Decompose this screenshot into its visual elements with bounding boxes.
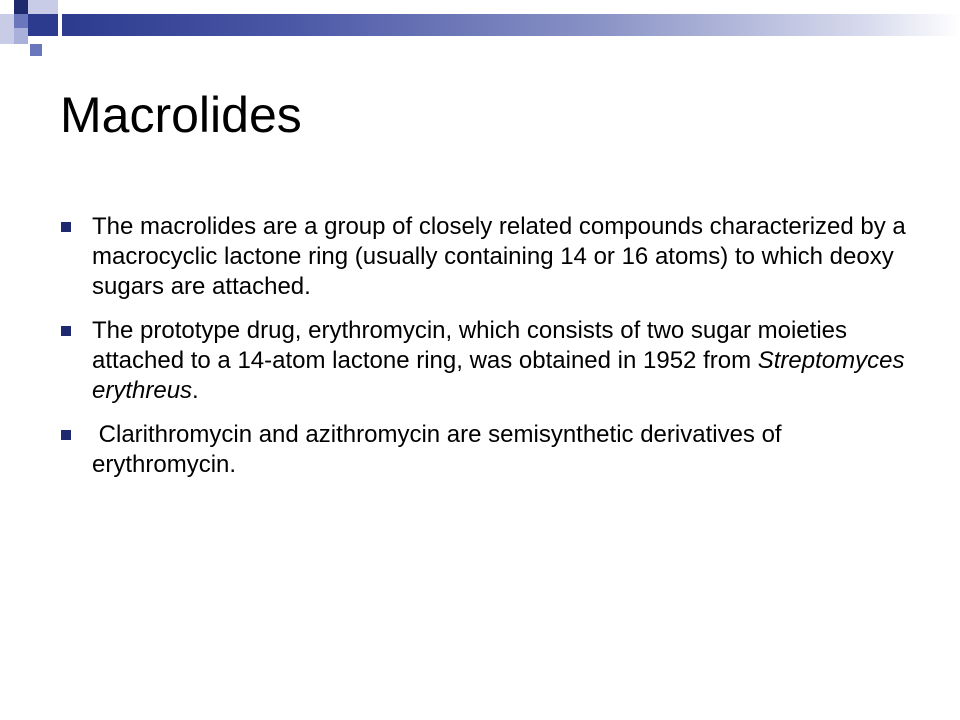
header-gradient-bar (62, 14, 960, 36)
bullet-list (60, 212, 910, 480)
square-bullet-icon (61, 222, 71, 232)
slide-title: Macrolides (60, 87, 302, 143)
slide-content (60, 212, 910, 494)
deco-square-light (28, 0, 58, 14)
bullet-item (60, 212, 910, 302)
bullet-text: The macrolides are a group of closely related compounds characterized by a macrocyclic lactone ring (usually containing 14 or 16 atoms) to which deoxy sugars are attached. (92, 213, 906, 300)
deco-square-pale (14, 28, 28, 44)
bullet-text: Clarithromycin and azithromycin are semisynthetic derivatives of erythromycin. (92, 421, 789, 478)
deco-square-mid (0, 14, 14, 44)
square-bullet-icon (61, 430, 71, 440)
deco-square-blue (14, 14, 28, 28)
species-name: Streptomyces erythreus (92, 347, 905, 404)
bullet-text: The prototype drug, erythromycin, which consists of two sugar moieties attached to a 14-atom lactone ring, was obtained in 1952 from Streptomyces erythreus. (92, 317, 905, 404)
bullet-item (60, 316, 910, 406)
deco-square-dark-2 (28, 14, 58, 36)
corner-decoration (0, 0, 60, 60)
deco-square-dark (14, 0, 28, 14)
deco-square-small (30, 44, 42, 56)
bullet-item (60, 420, 910, 480)
square-bullet-icon (61, 326, 71, 336)
